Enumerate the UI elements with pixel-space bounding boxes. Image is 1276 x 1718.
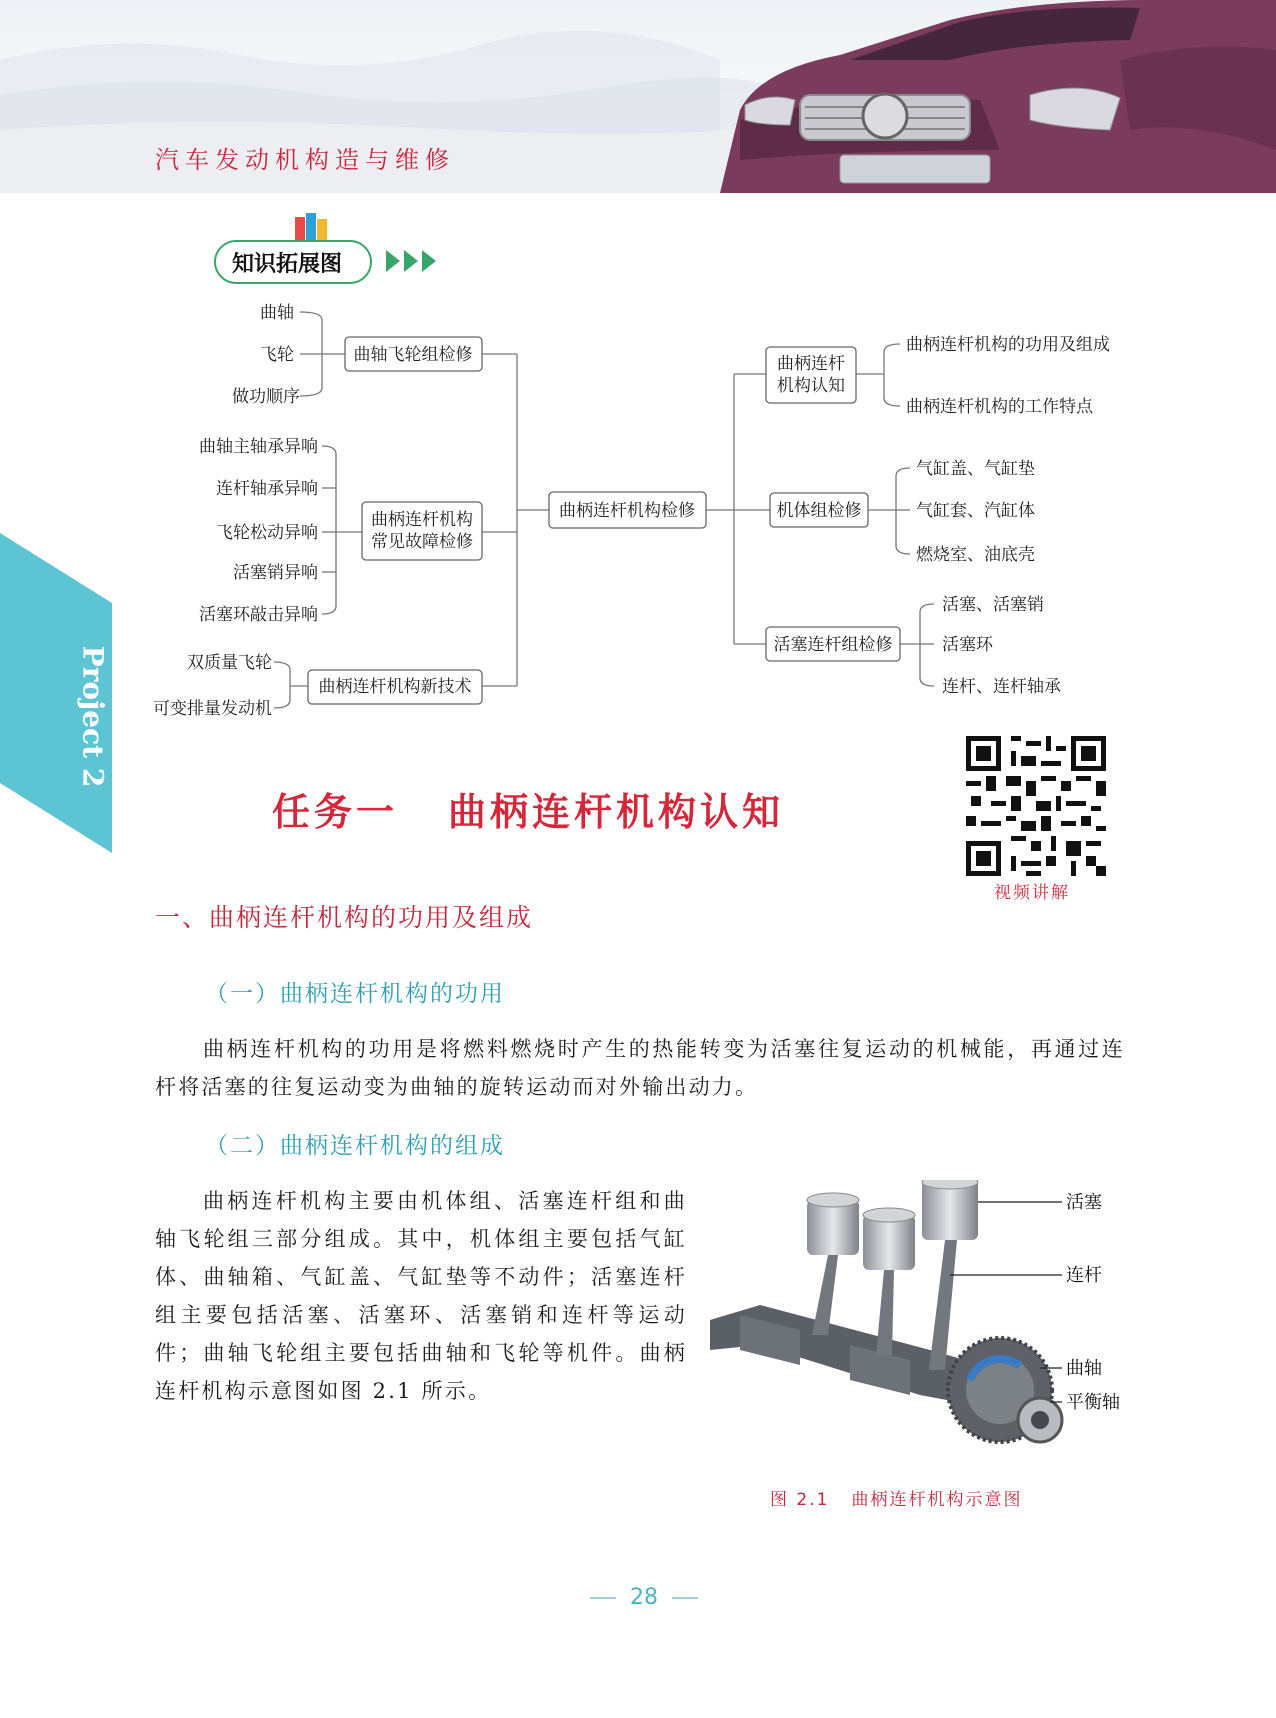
mm-right-group-2: 机体组检修: [776, 501, 862, 521]
mm-leaf: 连杆、连杆轴承: [942, 677, 1061, 697]
mm-left-group-2-line1: 曲柄连杆机构: [371, 510, 473, 530]
paragraph-function: 曲柄连杆机构的功用是将燃料燃烧时产生的热能转变为活塞往复运动的机械能，再通过连杆将活塞的往复运动变为曲轴的旋转运动而对外输出动力。: [155, 1037, 1125, 1099]
mm-leaf: 曲轴主轴承异响: [199, 437, 318, 457]
knowledge-map-label: 知识拓展图: [232, 252, 343, 277]
page-number: [576, 1585, 712, 1610]
mm-leaf: 飞轮松动异响: [216, 523, 318, 543]
subsection-heading-1: （一）曲柄连杆机构的功用: [205, 981, 505, 1007]
mm-leaf: 气缸套、汽缸体: [916, 501, 1035, 521]
mm-leaf: 活塞销异响: [233, 563, 318, 583]
mm-leaf: 活塞环敲击异响: [199, 605, 318, 625]
project-tab-label: Project 2: [76, 645, 110, 788]
subsection-heading-2: （二）曲柄连杆机构的组成: [205, 1133, 505, 1159]
page-number-value: 28: [630, 1585, 658, 1610]
figure-caption: [770, 1485, 1022, 1510]
task-title: [272, 781, 784, 836]
figure-caption-text: 曲柄连杆机构示意图: [851, 1490, 1023, 1510]
task-name: 曲柄连杆机构认知: [448, 790, 785, 834]
page-number-rule-right: [672, 1597, 698, 1599]
figure-label-crankshaft: 曲轴: [1066, 1358, 1102, 1379]
task-number: 任务一: [272, 790, 399, 834]
mm-leaf: 活塞环: [942, 635, 993, 655]
figure-label-rod: 连杆: [1066, 1265, 1102, 1286]
triple-arrow-icon: [386, 248, 446, 274]
mm-right-group-1-line1: 曲柄连杆: [777, 354, 845, 374]
mm-leaf: 飞轮: [260, 345, 294, 365]
mm-leaf: 双质量飞轮: [187, 653, 272, 673]
mm-leaf: 曲柄连杆机构的工作特点: [906, 397, 1093, 417]
paragraph-composition: 曲柄连杆机构主要由机体组、活塞连杆组和曲轴飞轮组三部分组成。其中，机体组主要包括气缸体、曲轴箱、气缸盖、气缸垫等不动件；活塞连杆组主要包括活塞、活塞环、活塞销和连杆等运动件；曲轴飞轮组主要包括曲轴和飞轮等机件。曲柄连杆机构示意图如图 2.1 所示。: [155, 1189, 687, 1403]
page-number-rule-left: [590, 1597, 616, 1599]
knowledge-mind-map: [0, 290, 1276, 730]
figure-label-piston: 活塞: [1066, 1192, 1102, 1213]
mm-right-group-3: 活塞连杆组检修: [773, 635, 893, 655]
qr-code-icon[interactable]: [966, 736, 1106, 876]
mm-leaf: 活塞、活塞销: [942, 595, 1044, 615]
book-title: 汽车发动机构造与维修: [155, 146, 455, 174]
figure-caption-number: 图 2.1: [770, 1490, 830, 1510]
qr-caption: 视频讲解: [994, 883, 1070, 903]
mm-leaf: 可变排量发动机: [153, 699, 272, 719]
mm-leaf: 曲轴: [260, 303, 294, 323]
mm-leaf: 气缸盖、气缸垫: [916, 459, 1035, 479]
mm-center: 曲柄连杆机构检修: [559, 501, 695, 521]
crank-mechanism-figure: [700, 1180, 1130, 1480]
mm-left-group-3: 曲柄连杆机构新技术: [318, 677, 472, 697]
mm-leaf: 燃烧室、油底壳: [916, 545, 1035, 565]
mm-left-group-2-line2: 常见故障检修: [371, 532, 473, 552]
mm-leaf: 曲柄连杆机构的功用及组成: [906, 335, 1110, 355]
section-heading-1: 一、曲柄连杆机构的功用及组成: [155, 903, 534, 932]
mm-leaf: 做功顺序: [232, 387, 300, 407]
figure-label-balance-shaft: 平衡轴: [1066, 1392, 1120, 1413]
car-image: [700, 0, 1276, 193]
mm-leaf: 连杆轴承异响: [216, 479, 318, 499]
mm-left-group-1: 曲轴飞轮组检修: [353, 345, 473, 365]
header-banner: [0, 0, 1276, 193]
mm-right-group-1-line2: 机构认知: [777, 376, 845, 396]
